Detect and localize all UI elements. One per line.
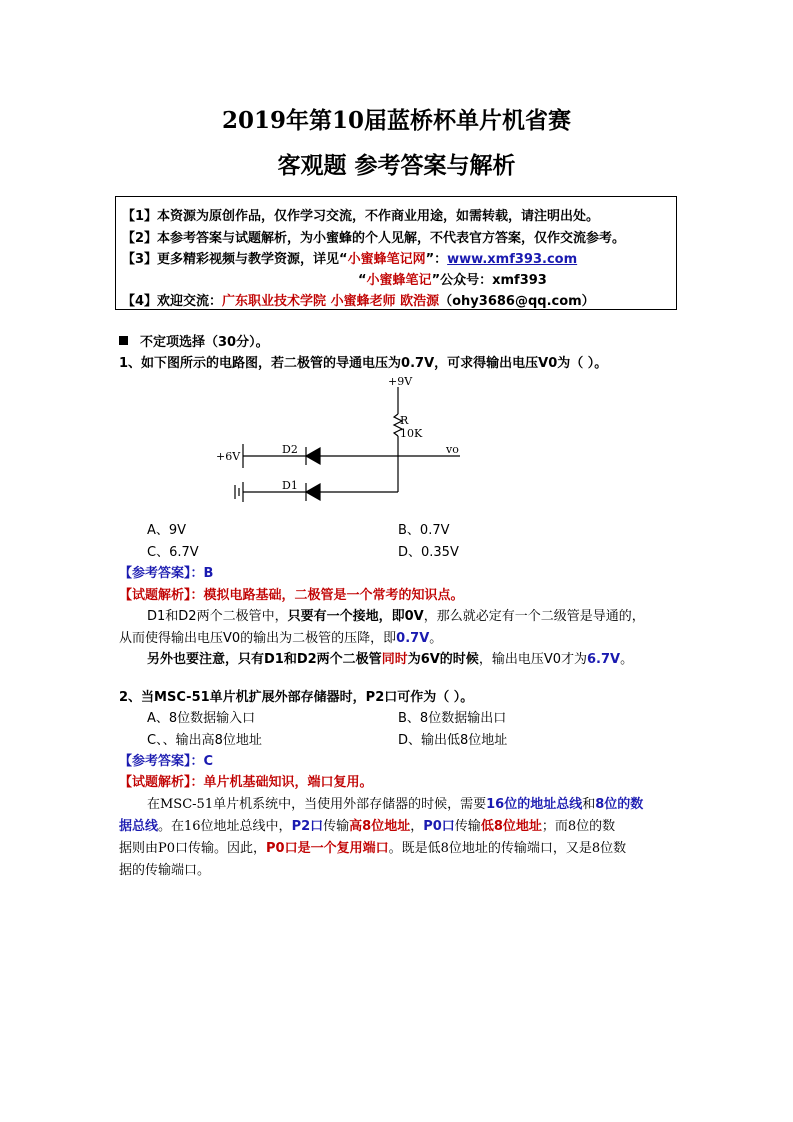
q2-analysis-p2	[119, 815, 615, 834]
q2-p1-c: 和	[582, 797, 596, 812]
label-resistor-value: 10K	[400, 427, 423, 440]
notice-account-name: 小蜜蜂笔记	[366, 273, 432, 288]
question-2-stem: 2、当MSC-51单片机扩展外部存储器时，P2口可作为（ ）。	[119, 690, 474, 705]
q1-analysis-title: 模拟电路基础，二极管是一个常考的知识点。	[203, 588, 464, 603]
q1-analysis-label: 【试题解析】：	[119, 588, 204, 603]
q1-p1-c: 0V	[404, 609, 424, 624]
label-d2: D2	[282, 443, 298, 456]
q1-p2-a: 从而使得输出电压V0的输出为二极管的压降，即	[119, 631, 397, 646]
label-vcc: +9V	[388, 375, 413, 388]
q2-p1-b: 16位的地址总线	[486, 797, 583, 812]
q2-p1-a: 在MSC-51单片机系统中，当使用外部存储器的时候，需要	[147, 797, 487, 812]
notice-site-link[interactable]: www.xmf393.com	[447, 252, 578, 267]
notice-line-3-prefix: 【3】更多精彩视频与教学资源，详见“	[122, 252, 348, 267]
q1-analysis-heading	[119, 584, 464, 603]
q1-p1-b: 只要有一个接地，即	[287, 609, 405, 624]
q2-p2-e: 高8位地址	[349, 819, 411, 834]
q1-p3-d: ，输出电压V0才为	[478, 652, 587, 667]
q1-p1-d: ，那么就必定有一个二级管是导通的，	[423, 609, 645, 624]
q2-analysis-label: 【试题解析】：	[119, 775, 204, 790]
q2-answer	[119, 750, 213, 769]
notice-line-4-rest: ”公众号：xmf393	[431, 273, 547, 288]
notice-line-3	[122, 248, 577, 267]
q2-p2-a: 据总线	[119, 819, 159, 834]
square-bullet-icon	[119, 336, 128, 345]
q1-p3-a: 另外也要注意，只有D1和D2两个二极管	[147, 652, 382, 667]
notice-line-4-quote: “	[358, 273, 367, 288]
q2-p2-i: 低8位地址	[480, 819, 542, 834]
q2-option-d: D、输出低8位地址	[398, 733, 508, 748]
question-1-stem: 1、如下图所示的电路图，若二极管的导通电压为0.7V，可求得输出电压V0为（ ）。	[119, 356, 608, 371]
q1-p3-c: 为6V的时候	[407, 652, 479, 667]
label-d1: D1	[282, 479, 298, 492]
notice-email: （ohy3686@qq.com）	[439, 294, 595, 309]
q2-p2-j: ；而8位的数	[541, 819, 616, 834]
q1-answer-value: B	[203, 566, 214, 581]
q1-analysis-p3	[147, 648, 633, 667]
q2-p2-b: 。在16位地址总线中，	[158, 819, 292, 834]
label-input-voltage: +6V	[216, 450, 241, 463]
q1-p3-f: 。	[620, 652, 634, 667]
section-heading-text: 不定项选择（30分）。	[140, 335, 269, 350]
q2-answer-label: 【参考答案】：	[119, 754, 204, 769]
label-resistor-name: R	[400, 414, 409, 427]
notice-box	[115, 196, 677, 310]
q2-option-a: A、8位数据输入口	[147, 711, 256, 726]
q1-answer-label: 【参考答案】：	[119, 566, 204, 581]
q1-analysis-p2	[119, 627, 442, 646]
q1-p3-b: 同时	[381, 652, 408, 667]
notice-line-4	[358, 269, 547, 288]
q1-p3-e: 6.7V	[586, 652, 621, 667]
q1-option-d: D、0.35V	[398, 545, 459, 560]
notice-line-3-mid: ”：	[425, 252, 448, 267]
q2-option-c: C、、输出高8位地址	[147, 733, 262, 748]
q1-p2-c: 。	[429, 631, 443, 646]
q2-p3-b: P0口是一个复用端口	[266, 841, 389, 856]
notice-line-5-prefix: 【4】欢迎交流：	[122, 294, 223, 309]
page-title: 2019年第10届蓝桥杯单片机省赛	[221, 107, 572, 134]
q2-p2-h: 传输	[454, 819, 481, 834]
label-output: vo	[446, 443, 459, 456]
q1-answer	[119, 562, 213, 581]
q2-p3-c: 。既是低8位地址的传输端口，又是8位数	[388, 841, 627, 856]
notice-author: 广东职业技术学院 小蜜蜂老师 欧浩源	[222, 294, 440, 309]
q2-p2-c: P2口	[291, 819, 324, 834]
circuit-diagram	[210, 372, 490, 512]
q1-option-a: A、9V	[147, 523, 187, 538]
notice-line-2: 【2】本参考答案与试题解析，为小蜜蜂的个人见解，不代表官方答案，仅作交流参考。	[122, 231, 626, 246]
q1-option-b: B、0.7V	[398, 523, 450, 538]
q2-analysis-title: 单片机基础知识，端口复用。	[203, 775, 373, 790]
q2-p2-d: 传输	[323, 819, 350, 834]
q2-analysis-heading	[119, 771, 373, 790]
q2-p3-a: 据则由P0口传输。因此，	[119, 841, 267, 856]
notice-line-1: 【1】本资源为原创作品，仅作学习交流，不作商业用途，如需转载，请注明出处。	[122, 209, 600, 224]
q1-analysis-p1	[147, 605, 645, 624]
q2-option-b: B、8位数据输出口	[398, 711, 507, 726]
q1-p2-b: 0.7V	[396, 631, 430, 646]
page-subtitle: 客观题 参考答案与解析	[277, 152, 516, 179]
notice-line-5	[122, 290, 595, 309]
notice-site-name: 小蜜蜂笔记网	[347, 252, 426, 267]
q2-analysis-p3	[119, 837, 626, 856]
q2-answer-value: C	[203, 754, 214, 769]
q2-p2-g: P0口	[423, 819, 455, 834]
section-heading	[119, 331, 269, 350]
q2-p2-f: ，	[410, 819, 424, 834]
q2-p1-d: 8位的数	[595, 797, 644, 812]
q1-option-c: C、6.7V	[147, 545, 199, 560]
q1-p1-a: D1和D2两个二极管中，	[147, 609, 288, 624]
q2-analysis-p4: 据的传输端口。	[119, 863, 211, 878]
q2-analysis-p1	[147, 793, 643, 812]
